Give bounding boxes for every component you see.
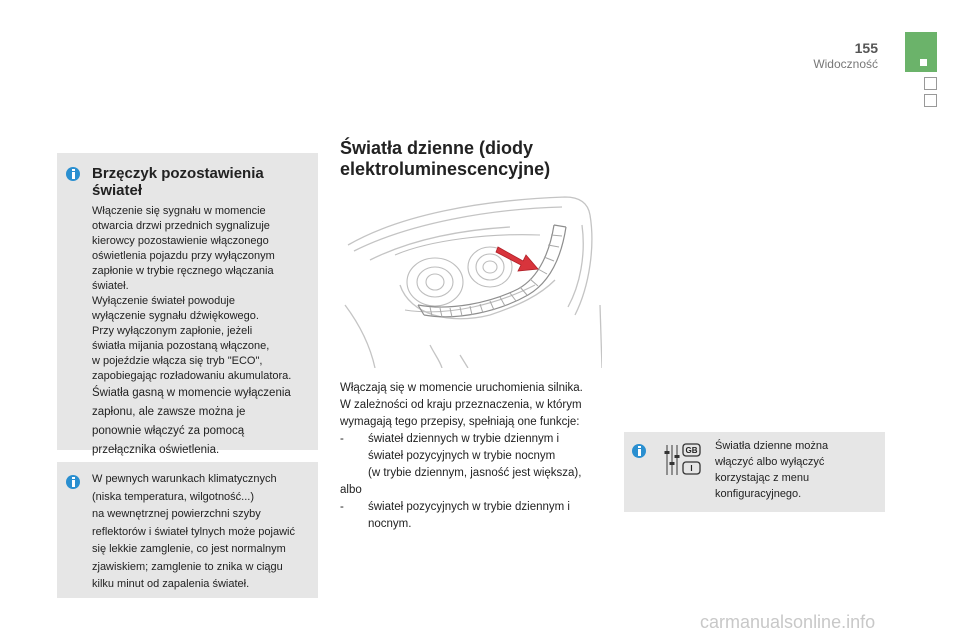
text-line: Wyłączenie świateł powoduje [92, 295, 235, 307]
text-line: albo [340, 484, 362, 496]
text-line: wyłączenie sygnału dźwiękowego. [92, 310, 259, 322]
text-line: Światła dzienne można [715, 440, 829, 452]
text-line: zapłonu, ale zawsze można je [92, 406, 246, 418]
list-item [340, 499, 612, 516]
icon-label-i: I [690, 464, 693, 473]
list-item-continuation: świateł pozycyjnych w trybie nocnym [368, 450, 556, 462]
text-line: się lekkie zamglenie, co jest normalnym [92, 543, 286, 555]
section-title: Widoczność [813, 57, 878, 71]
text-line: na wewnętrznej powierzchni szyby [92, 508, 261, 520]
text-line: świateł. [92, 280, 129, 292]
text-line: światła mijania pozostaną włączone, [92, 340, 270, 352]
list-dash: - [340, 501, 344, 513]
info-icon [66, 167, 80, 181]
section-tab-marker [920, 59, 927, 66]
info-box-text [715, 438, 880, 502]
info-icon [632, 444, 646, 458]
text-line: zapobiegając rozładowaniu akumulatora. [92, 370, 292, 382]
checkbox-icon [924, 77, 937, 90]
text-line: otwarcia drzwi przednich sygnalizuje [92, 220, 270, 232]
text-line: korzystając z menu [715, 472, 810, 484]
text-line: W pewnych warunkach klimatycznych [92, 473, 277, 485]
list-dash: - [340, 433, 344, 445]
title-line: elektroluminescencyjne) [340, 159, 551, 179]
list-item-continuation: nocnym. [368, 518, 412, 530]
list-item-text: świateł pozycyjnych w trybie dziennym i [368, 501, 570, 513]
info-box-title: Brzęczyk pozostawienia świateł [92, 165, 264, 199]
section-tab [905, 32, 937, 72]
text-line: włączyć albo wyłączyć [715, 456, 825, 468]
text-line: Włączenie się sygnału w momencie [92, 205, 266, 217]
text-line: konfiguracyjnego. [715, 488, 802, 500]
page-title [340, 138, 620, 180]
list-item [340, 431, 612, 448]
text-line: W zależności od kraju przeznaczenia, w którym [340, 399, 582, 411]
text-line: Włączają się w momencie uruchomienia silnika. [340, 382, 583, 394]
info-box-text [92, 471, 314, 594]
text-line: oświetlenia pojazdu przy wyłączonym [92, 250, 275, 262]
text-line: przełącznika oświetlenia. [92, 444, 220, 456]
text-line: ponownie włączyć za pomocą [92, 425, 245, 437]
text-line: (niska temperatura, wilgotność...) [92, 490, 255, 503]
text-line: wymagają tego przepisy, spełniają one funkcje: [340, 416, 580, 428]
text-line: Światła gasną w momencie wyłączenia [92, 387, 291, 399]
headlamp-illustration [340, 185, 602, 368]
text-line: zapłonie w trybie ręcznego włączania [92, 265, 274, 277]
text-line: w pojeździe włącza się tryb "ECO", [92, 355, 263, 367]
main-body-text [340, 380, 612, 533]
info-icon [66, 475, 80, 489]
text-line: kierowcy pozostawienie włączonego [92, 235, 269, 247]
checkbox-icon [924, 94, 937, 107]
text-line: kilku minut od zapalenia świateł. [92, 578, 250, 590]
icon-label-gb: GB [685, 446, 698, 455]
info-box-text [92, 204, 314, 460]
text-line: zjawiskiem; zamglenie to znika w ciągu [92, 560, 283, 573]
watermark: carmanualsonline.info [700, 612, 876, 632]
text-line: reflektorów i świateł tylnych może pojawić [92, 525, 295, 538]
title-line: Światła dzienne (diody [340, 138, 534, 158]
arrow-icon [496, 247, 538, 271]
text-line: Przy wyłączonym zapłonie, jeżeli [92, 325, 253, 337]
list-item-continuation: (w trybie dziennym, jasność jest większa), [368, 467, 582, 479]
settings-sliders-icon [663, 442, 703, 478]
list-item-text: świateł dziennych w trybie dziennym i [368, 433, 560, 445]
page-number: 155 [854, 40, 878, 56]
